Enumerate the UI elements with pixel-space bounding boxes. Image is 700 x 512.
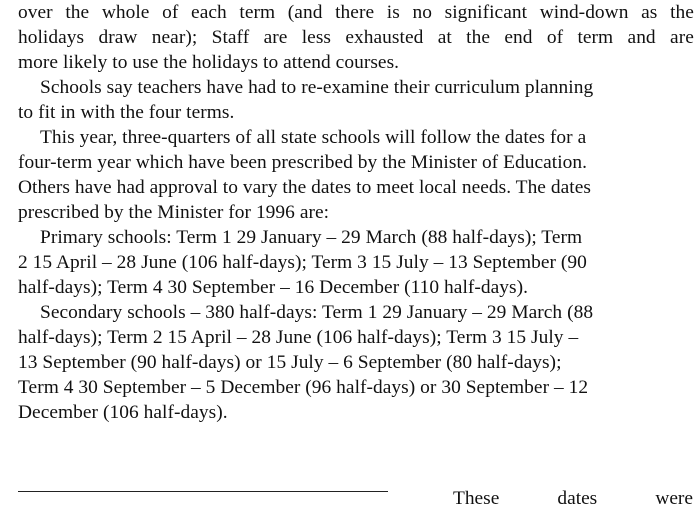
continuation-line bbox=[453, 486, 693, 511]
word: (and bbox=[287, 2, 323, 23]
paragraph-start-line: Primary schools: Term 1 29 January – 29 March (88 half-days); Term bbox=[40, 227, 583, 248]
word: of bbox=[546, 27, 564, 48]
text-line: Others have had approval to vary the dates to meet local needs. The dates bbox=[18, 177, 591, 198]
word: the bbox=[65, 2, 90, 23]
text-line: Term 4 30 September – 5 December (96 half-days) or 30 September – 12 bbox=[18, 377, 589, 398]
text-line: December (106 half-days). bbox=[18, 402, 228, 423]
footnote-rule bbox=[18, 491, 388, 492]
text-line: to fit in with the four terms. bbox=[18, 102, 235, 123]
paragraph-start-line: Secondary schools – 380 half-days: Term 1 29 January – 29 March (88 bbox=[40, 302, 594, 323]
word: over bbox=[18, 2, 53, 23]
word: are bbox=[263, 27, 288, 48]
word: less bbox=[301, 27, 332, 48]
word: is bbox=[386, 2, 400, 23]
tail-word: dates bbox=[557, 488, 598, 509]
text-line bbox=[18, 0, 694, 25]
word: exhausted bbox=[345, 27, 424, 48]
word: each bbox=[191, 2, 227, 23]
word: draw bbox=[98, 27, 138, 48]
text-line: four-term year which have been prescribed by the Minister of Education. bbox=[18, 152, 588, 173]
word: and bbox=[627, 27, 656, 48]
tail-word: These bbox=[453, 488, 500, 509]
text-line: prescribed by the Minister for 1996 are: bbox=[18, 202, 330, 223]
text-line: half-days); Term 2 15 April – 28 June (106 half-days); Term 3 15 July – bbox=[18, 327, 579, 348]
paragraph-start-line: Schools say teachers have had to re-examine their curriculum planning bbox=[40, 77, 594, 98]
word: at bbox=[437, 27, 452, 48]
word: Staff bbox=[211, 27, 250, 48]
word: near); bbox=[151, 27, 198, 48]
text-line: more likely to use the holidays to attend courses. bbox=[18, 52, 400, 73]
word: no bbox=[412, 2, 432, 23]
text-line bbox=[18, 25, 694, 50]
word: are bbox=[670, 27, 694, 48]
word: holidays bbox=[18, 27, 85, 48]
word: end bbox=[504, 27, 533, 48]
word: the bbox=[670, 2, 694, 23]
paragraph-start-line: This year, three-quarters of all state schools will follow the dates for a bbox=[40, 127, 587, 148]
word: as bbox=[641, 2, 658, 23]
word: term bbox=[577, 27, 614, 48]
word: significant bbox=[444, 2, 528, 23]
text-line: half-days); Term 4 30 September – 16 December (110 half-days). bbox=[18, 277, 529, 298]
word: wind-down bbox=[539, 2, 629, 23]
tail-word: were bbox=[655, 488, 693, 509]
document-body bbox=[18, 0, 694, 425]
word: there bbox=[335, 2, 375, 23]
word: whole bbox=[101, 2, 150, 23]
word: term bbox=[239, 2, 276, 23]
word: of bbox=[162, 2, 179, 23]
text-line: 13 September (90 half-days) or 15 July – 6 September (80 half-days); bbox=[18, 352, 562, 373]
text-line: 2 15 April – 28 June (106 half-days); Term 3 15 July – 13 September (90 bbox=[18, 252, 587, 273]
word: the bbox=[466, 27, 490, 48]
